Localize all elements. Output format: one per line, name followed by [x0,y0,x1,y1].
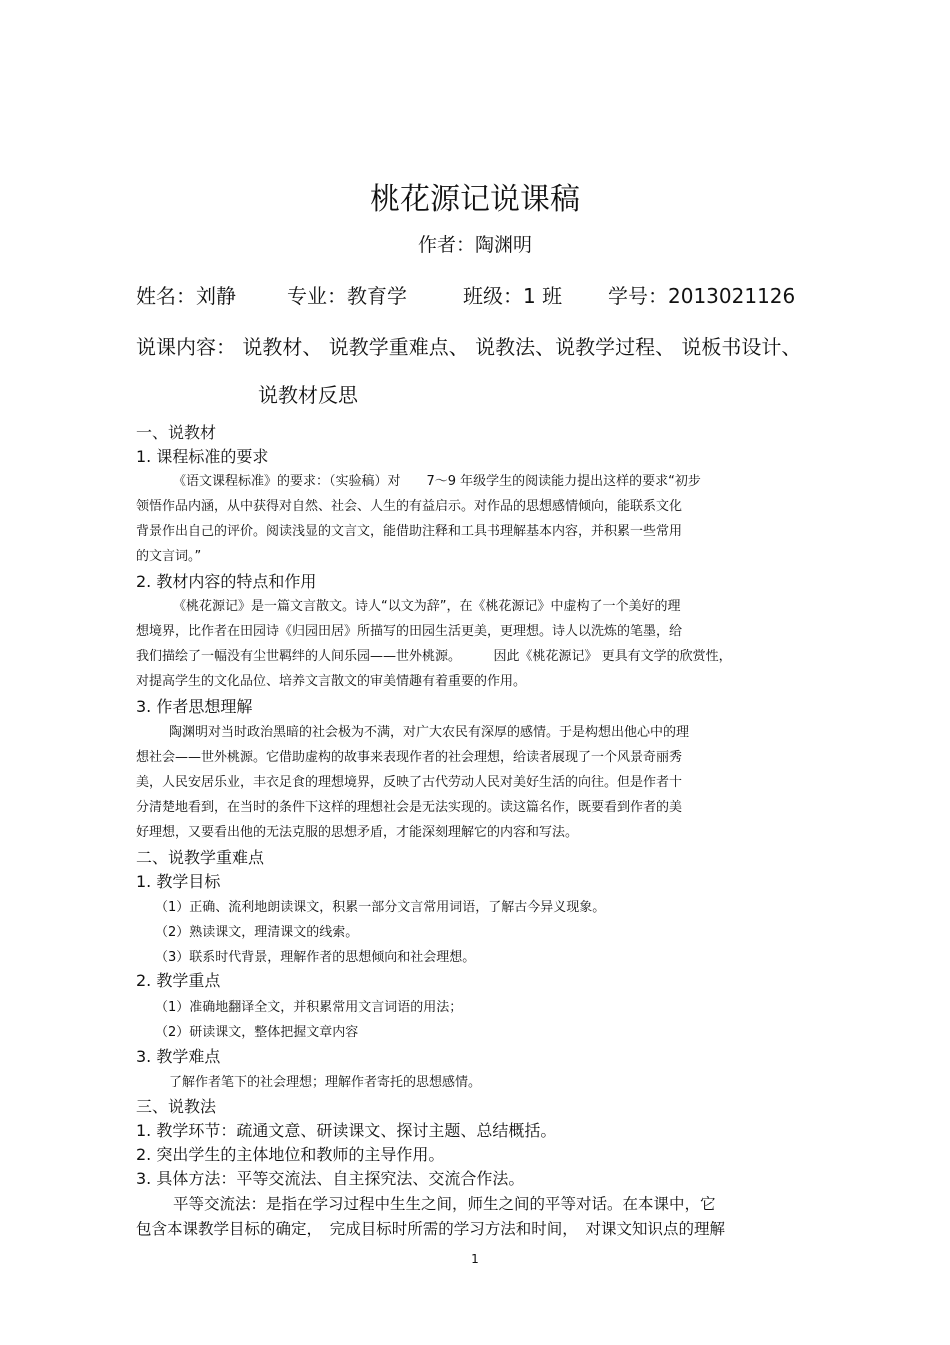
key-item: （1）准确地翻译全文，并积累常用文言词语的用法； [155,1000,463,1015]
paragraph-line: 好理想，又要看出他的无法克服的思想矛盾，才能深刻理解它的内容和写法。 [136,825,579,840]
paragraph-line: 《桃花源记》是一篇文言散文。诗人“以文为辞”，在《桃花源记》中虚构了一个美好的理 [173,599,681,614]
paragraph-line: 我们描绘了一幅没有尘世羁绊的人间乐园——世外桃源。 因此《桃花源记》 更具有文学的欣赏性， [136,649,732,664]
section-1-sub-1: 1. 课程标准的要求 [136,447,269,466]
author-line: 作者：陶渊明 [417,234,532,256]
section-2-sub-3: 3. 教学难点 [136,1047,221,1066]
info-name: 姓名：刘静 [136,284,236,308]
paragraph-line: 背景作出自己的评价。阅读浅显的文言文，能借助注释和工具书理解基本内容，并积累一些常用 [136,524,683,539]
section-3-heading: 三、说教法 [136,1097,217,1116]
info-major: 专业：教育学 [287,284,407,308]
section-1-sub-3: 3. 作者思想理解 [136,697,253,716]
goal-item: （2）熟读课文，理清课文的线索。 [155,925,359,940]
paragraph-line: 陶渊明对当时政治黑暗的社会极为不满，对广大农民有深厚的感情。于是构想出他心中的理 [169,725,690,740]
paragraph-line: 分清楚地看到，在当时的条件下这样的理想社会是无法实现的。读这篇名作，既要看到作者的美 [136,800,683,815]
paragraph-line: 美，人民安居乐业，丰衣足食的理想境界，反映了古代劳动人民对美好生活的向往。但是作者十 [136,775,683,790]
page-title: 桃花源记说课稿 [370,182,580,217]
paragraph-line: 的文言词。” [136,549,202,564]
page-number: 1 [471,1252,479,1266]
key-item: （2）研读课文，整体把握文章内容 [155,1025,359,1040]
paragraph-line: 想社会——世外桃源。它借助虚构的故事来表现作者的社会理想，给读者展现了一个风景奇丽秀 [136,750,683,765]
section-1-heading: 一、说教材 [136,423,217,442]
content-line-2: 说教材反思 [258,383,358,407]
method-item-1: 1. 教学环节：疏通文意、研读课文、探讨主题、总结概括。 [136,1121,557,1140]
paragraph-line: 《语文课程标准》的要求：（实验稿）对 7～9 年级学生的阅读能力提出这样的要求“初步 [173,474,701,489]
paragraph-line: 包含本课教学目标的确定， 完成目标时所需的学习方法和时间， 对课文知识点的理解 [136,1220,726,1238]
goal-item: （3）联系时代背景，理解作者的思想倾向和社会理想。 [155,950,476,965]
goal-item: （1）正确、流利地朗读课文，积累一部分文言常用词语，了解古今异义现象。 [155,900,606,915]
section-1-sub-2: 2. 教材内容的特点和作用 [136,572,317,591]
info-student-id: 学号：2013021126 [608,284,796,308]
method-item-3: 3. 具体方法：平等交流法、自主探究法、交流合作法。 [136,1169,525,1188]
content-line-1: 说课内容： 说教材、 说教学重难点、 说教法、说教学过程、 说板书设计、 [136,335,802,359]
section-2-sub-1: 1. 教学目标 [136,872,221,891]
paragraph-line: 对提高学生的文化品位、培养文言散文的审美情趣有着重要的作用。 [136,674,527,689]
method-item-2: 2. 突出学生的主体地位和教师的主导作用。 [136,1145,445,1164]
section-2-sub-2: 2. 教学重点 [136,971,221,990]
paragraph-line: 平等交流法：是指在学习过程中生生之间，师生之间的平等对话。在本课中，它 [173,1195,716,1213]
difficulty-text: 了解作者笔下的社会理想；理解作者寄托的思想感情。 [169,1075,482,1090]
info-class: 班级：1 班 [463,284,563,308]
paragraph-line: 领悟作品内涵，从中获得对自然、社会、人生的有益启示。对作品的思想感情倾向，能联系文化 [136,499,683,514]
paragraph-line: 想境界，比作者在田园诗《归园田居》所描写的田园生活更美，更理想。诗人以洗炼的笔墨，给 [136,624,683,639]
section-2-heading: 二、说教学重难点 [136,848,265,867]
